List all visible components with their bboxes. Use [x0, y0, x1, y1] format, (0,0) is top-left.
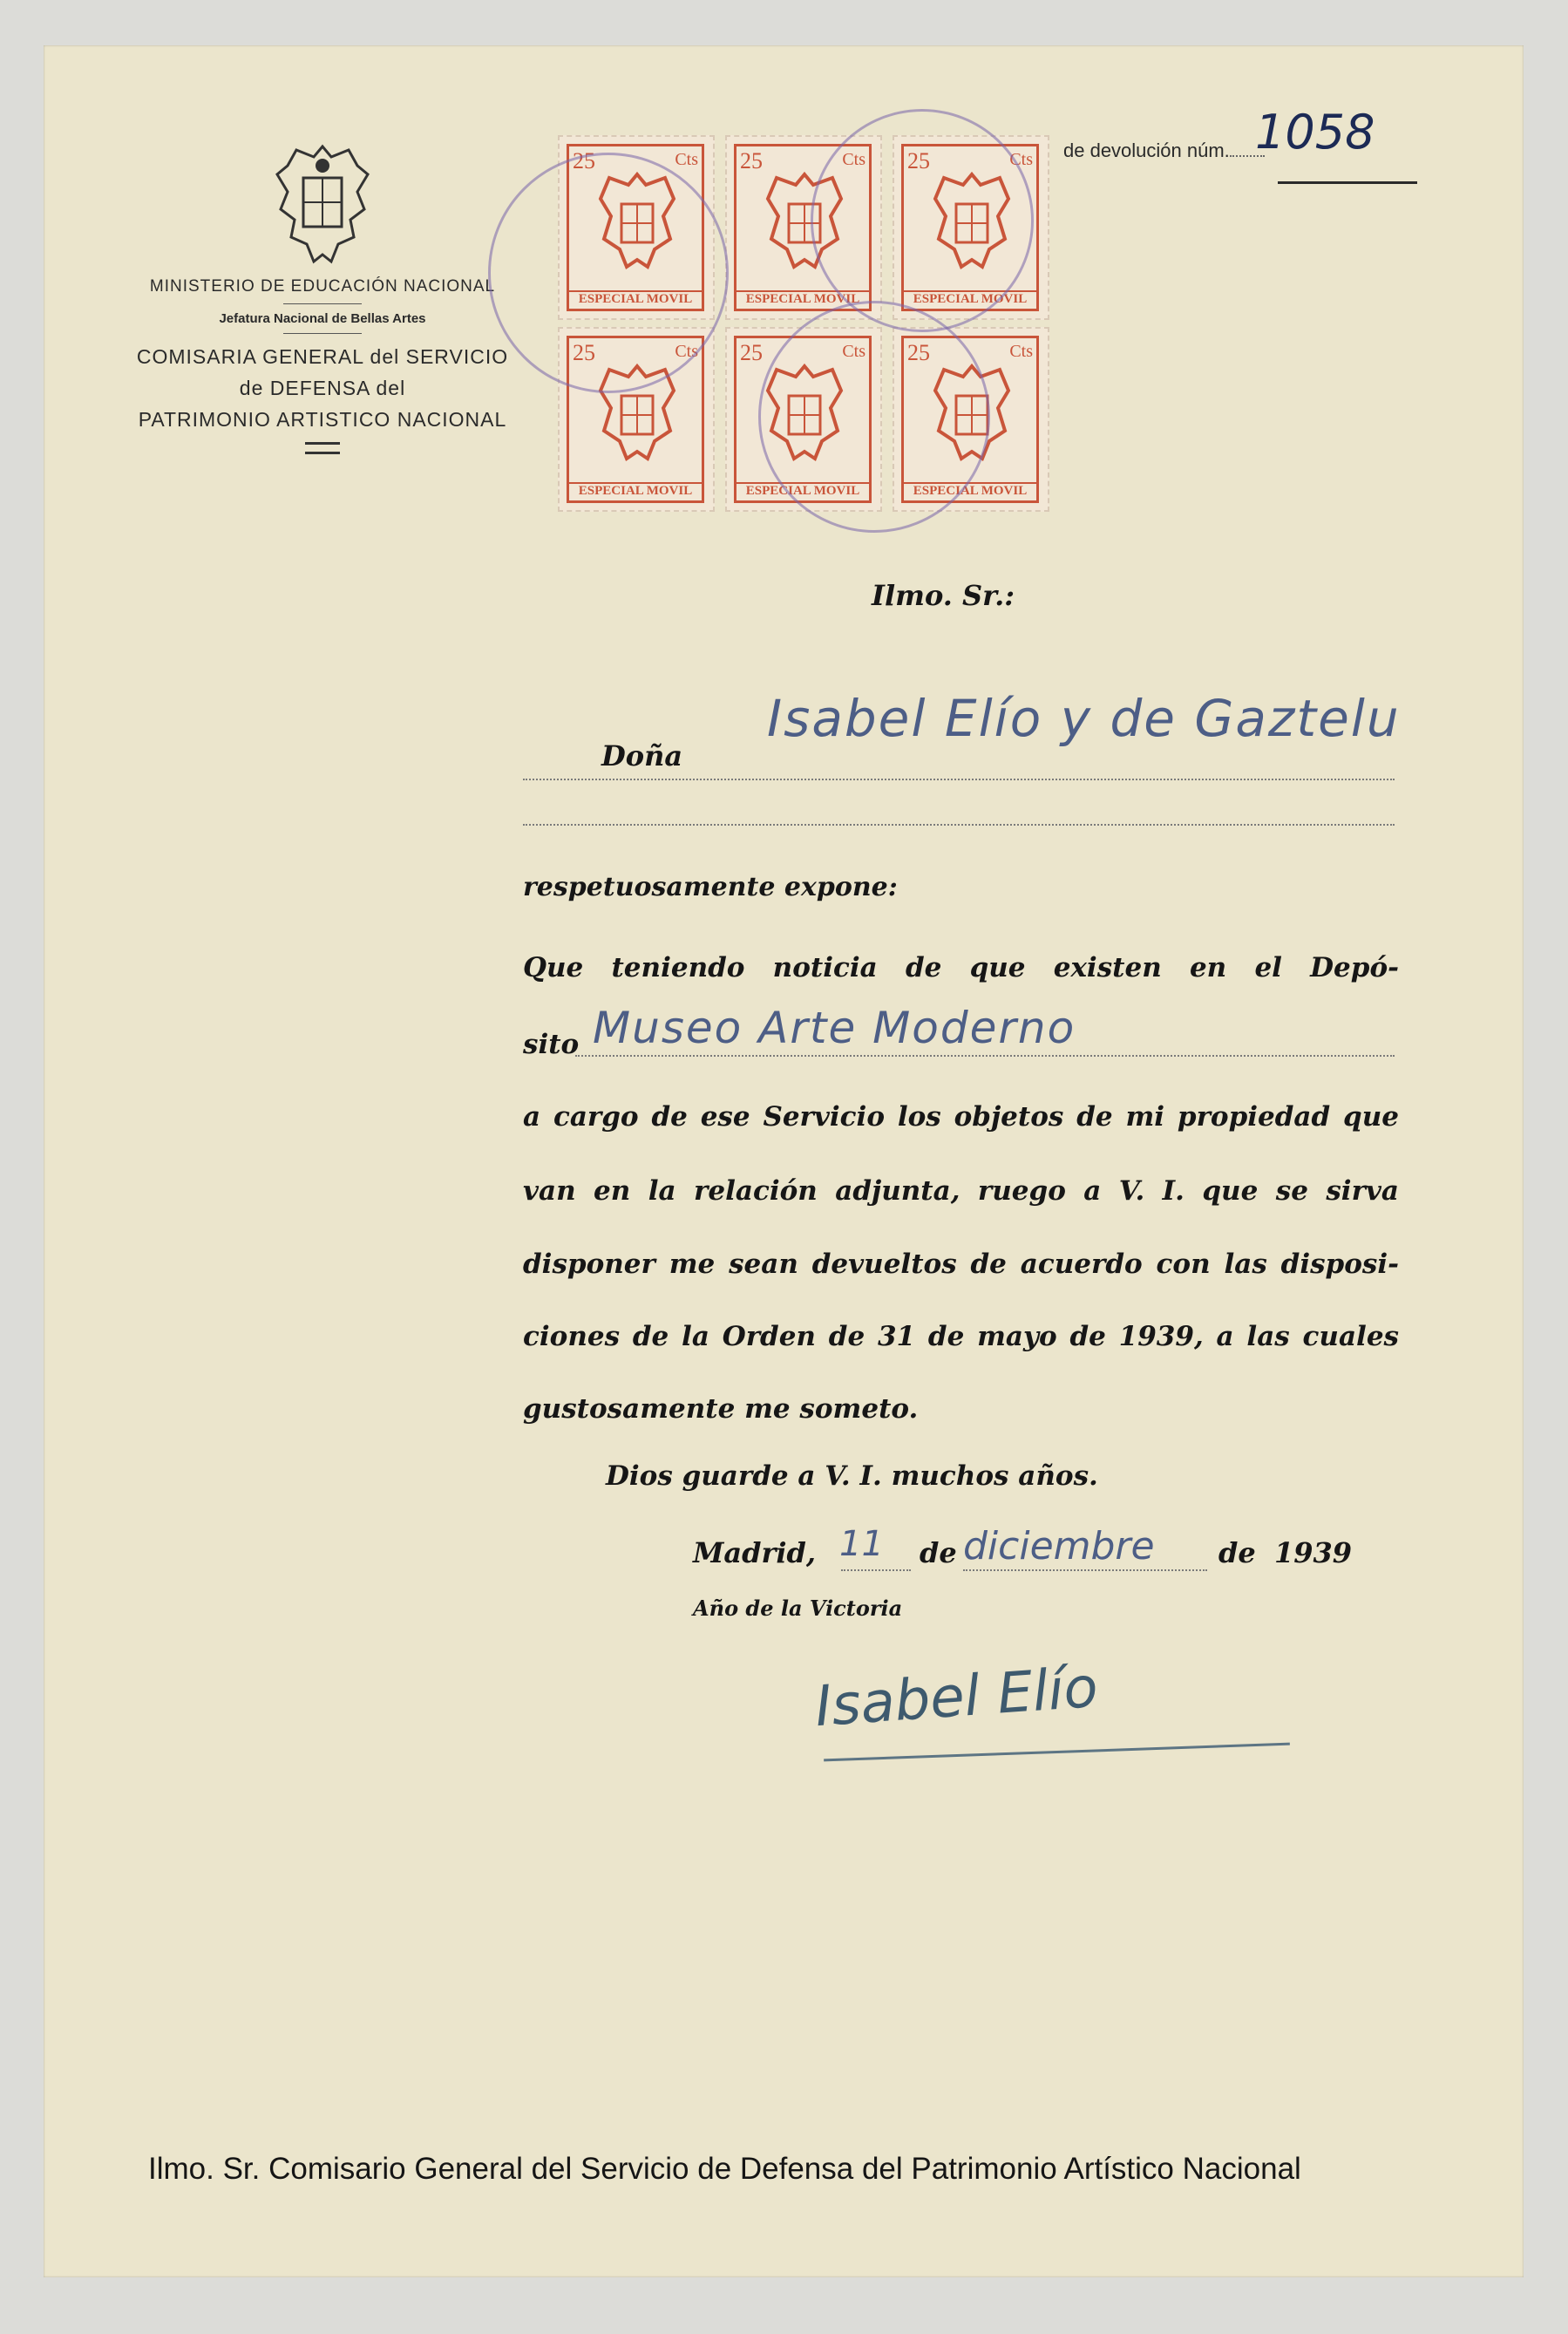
date-de-1: de [920, 1536, 957, 1569]
stamp-unit: Cts [1009, 150, 1033, 169]
stamp-value: 25 [573, 340, 595, 365]
divider [283, 303, 362, 304]
dona-label: Doña [601, 739, 683, 772]
ink-seal [758, 301, 990, 533]
letterhead [87, 139, 558, 454]
paragraph-line-1: Que teniendo noticia de que existen en el Depó- [523, 952, 1399, 983]
closing-formula: Dios guarde a V. I. muchos años. [606, 1460, 1098, 1492]
ink-seal [488, 153, 729, 393]
stamp-value: 25 [907, 148, 930, 174]
stamp-unit: Cts [842, 150, 865, 169]
stamp-unit: Cts [842, 342, 865, 361]
place: Madrid, [693, 1536, 817, 1569]
dotted-line [523, 779, 1395, 780]
stamp-label: ESPECIAL MOVIL [904, 290, 1036, 307]
paragraph-line-6: gustosamente me someto. [523, 1393, 919, 1425]
paragraph-line-3: van en la relación adjunta, ruego a V. I. que se sirva [523, 1175, 1399, 1207]
commission-line-1: COMISARIA GENERAL del SERVICIO [136, 345, 509, 368]
stamp-label: ESPECIAL MOVIL [569, 290, 702, 307]
victory-year: Año de la Victoria [693, 1596, 903, 1621]
paragraph-line-5: ciones de la Orden de 31 de mayo de 1939, a las cuales [523, 1321, 1399, 1352]
stamp-unit: Cts [1009, 342, 1033, 361]
date-de-2: de [1218, 1536, 1256, 1569]
expone-text: respetuosamente expone: [523, 872, 898, 902]
salutation: Ilmo. Sr.: [872, 579, 1015, 612]
ministry-name: MINISTERIO DE EDUCACIÓN NACIONAL [149, 277, 496, 296]
paragraph-line-4: disponer me sean devueltos de acuerdo con las disposi- [523, 1249, 1399, 1280]
stamp-value: 25 [573, 148, 595, 174]
devolution-label: de devolución núm. [1063, 139, 1265, 162]
year: 1939 [1274, 1536, 1353, 1569]
stamp-label: ESPECIAL MOVIL [736, 290, 869, 307]
dotted-line [963, 1569, 1207, 1571]
ink-seal [811, 109, 1034, 332]
dotted-line [523, 824, 1395, 826]
signature: Isabel Elío [812, 1655, 1100, 1740]
stamp-value: 25 [907, 340, 930, 365]
stamp-label: ESPECIAL MOVIL [736, 482, 869, 499]
stamp-value: 25 [740, 340, 763, 365]
stamp-unit: Cts [675, 342, 698, 361]
stamp-value: 25 [740, 148, 763, 174]
divider [283, 333, 362, 334]
sito-label: sito [523, 1029, 580, 1060]
devolution-underline [1278, 181, 1417, 184]
stamp-label: ESPECIAL MOVIL [904, 482, 1036, 499]
commission-line-3: PATRIMONIO ARTISTICO NACIONAL [138, 408, 507, 431]
paragraph-line-2: a cargo de ese Servicio los objetos de mi propiedad que [523, 1101, 1399, 1133]
month-handwritten: diciembre [963, 1524, 1155, 1568]
stamp-label: ESPECIAL MOVIL [569, 482, 702, 499]
day-handwritten: 11 [839, 1524, 884, 1564]
department-name: Jefatura Nacional de Bellas Artes [219, 311, 426, 326]
stamp-unit: Cts [675, 150, 698, 169]
double-rule [305, 442, 340, 454]
commission-line-2: de DEFENSA del [239, 377, 406, 399]
dotted-line [841, 1569, 911, 1571]
applicant-name-handwritten: Isabel Elío y de Gaztelu [767, 689, 1401, 748]
coat-of-arms-icon [270, 139, 375, 270]
addressee-footer: Ilmo. Sr. Comisario General del Servicio de Defensa del Patrimonio Artístico Nacional [148, 2152, 1301, 2186]
deposit-handwritten: Museo Arte Moderno [593, 1003, 1076, 1053]
devolution-number: 1058 [1255, 105, 1375, 160]
dotted-line [575, 1055, 1395, 1057]
revenue-stamps [558, 135, 1058, 519]
